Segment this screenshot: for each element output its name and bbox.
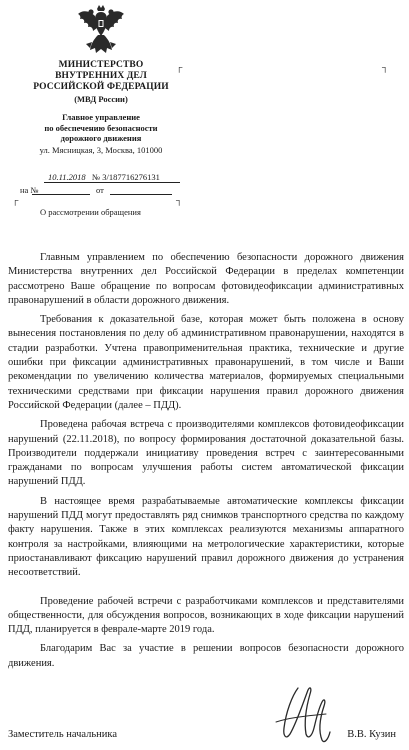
letter-body (8, 251, 404, 676)
reference-date-label: от (96, 185, 104, 195)
corner-mark-top-left: ┌ (176, 62, 183, 72)
department-name (18, 112, 184, 144)
ministry-line: РОССИЙСКОЙ ФЕДЕРАЦИИ (33, 82, 169, 92)
body-paragraph: Благодарим Вас за участие в решении вопросов безопасности дорожного движения. (8, 643, 404, 669)
ministry-line: МИНИСТЕРСТВО (58, 60, 144, 70)
department-line: дорожного движения (60, 133, 142, 143)
body-paragraph: Главным управлением по обеспечению безопасности дорожного движения Министерства внутренних дел Российской Федерации в пределах компетенции рассмотрено Ваше обращение по вопросам фотовидеофиксации административных правонарушений в области дорожного движения. (8, 252, 404, 306)
registration-number: № 3/187716276131 (92, 172, 160, 182)
registration-date: 10.11.2018 (48, 172, 86, 182)
body-paragraph: Проведение рабочей встречи с разработчиками комплексов и представителями общественности, для обсуждения вопросов, возникающих в ходе фиксации нарушений ПДД, планируется в феврале-марте 2019 года. (8, 595, 404, 636)
registration-underline (44, 182, 180, 183)
reference-date-line (110, 194, 172, 195)
department-line: по обеспечению безопасности (44, 122, 158, 133)
corner-mark-bottom-right: ┐ (176, 195, 183, 205)
signatory-position: Заместитель начальника (8, 729, 118, 740)
reference-number-label: на № (20, 185, 39, 195)
department-address: ул. Мясницкая, 3, Москва, 101000 (39, 144, 163, 155)
signature-block (8, 729, 404, 745)
letterhead (18, 60, 184, 156)
corner-mark-bottom-left: ┌ (12, 195, 19, 205)
department-line: Главное управление (62, 112, 140, 122)
ministry-abbreviation: (МВД России) (74, 94, 128, 104)
signatory-name: В.В. Кузин (347, 729, 396, 740)
body-paragraph: В настоящее время разрабатываемые автоматические комплексы фиксации нарушений ПДД могут предоставлять ряд снимков транспортного средства по каждому факту нарушения. Также в этих комплексах реализуются механизмы аппаратного контроля за настройками, влияющими на метрологические характеристики, которые приостанавливают фиксацию нарушений правил дорожного движения до устранения несоответствий. (8, 495, 404, 579)
body-paragraph: Проведена рабочая встреча с производителями комплексов фотовидеофиксации нарушений (22.11.2018), по вопросу формирования достаточной доказательной базы. Производители поддержали инициативу проведения встреч с заинтересованными гражданами по вопросам улучшения работы систем автоматической фиксации нарушений ПДД. (8, 419, 404, 488)
reference-number-line (32, 194, 90, 195)
body-paragraph: Требования к доказательной базе, которая может быть положена в основу вынесения постановления по делу об административном правонарушении, находятся в стадии разработки. Учтена правоприменительная практика, технические и другие ошибки при фиксации административных правонарушений, в том числе и Ваши рекомендации по увеличению количества материалов, формируемых специальными техническими средствами при фиксации нарушения правил дорожного движения Российской Федерации (далее – ПДД). (8, 314, 404, 411)
ministry-name (18, 60, 184, 93)
reference-row (20, 185, 185, 197)
double-headed-eagle-emblem-icon (76, 4, 126, 58)
corner-mark-top-right: ┐ (382, 62, 389, 72)
registration-line (20, 172, 180, 184)
letter-subject: О рассмотрении обращения (40, 207, 141, 217)
ministry-line: ВНУТРЕННИХ ДЕЛ (55, 71, 147, 81)
